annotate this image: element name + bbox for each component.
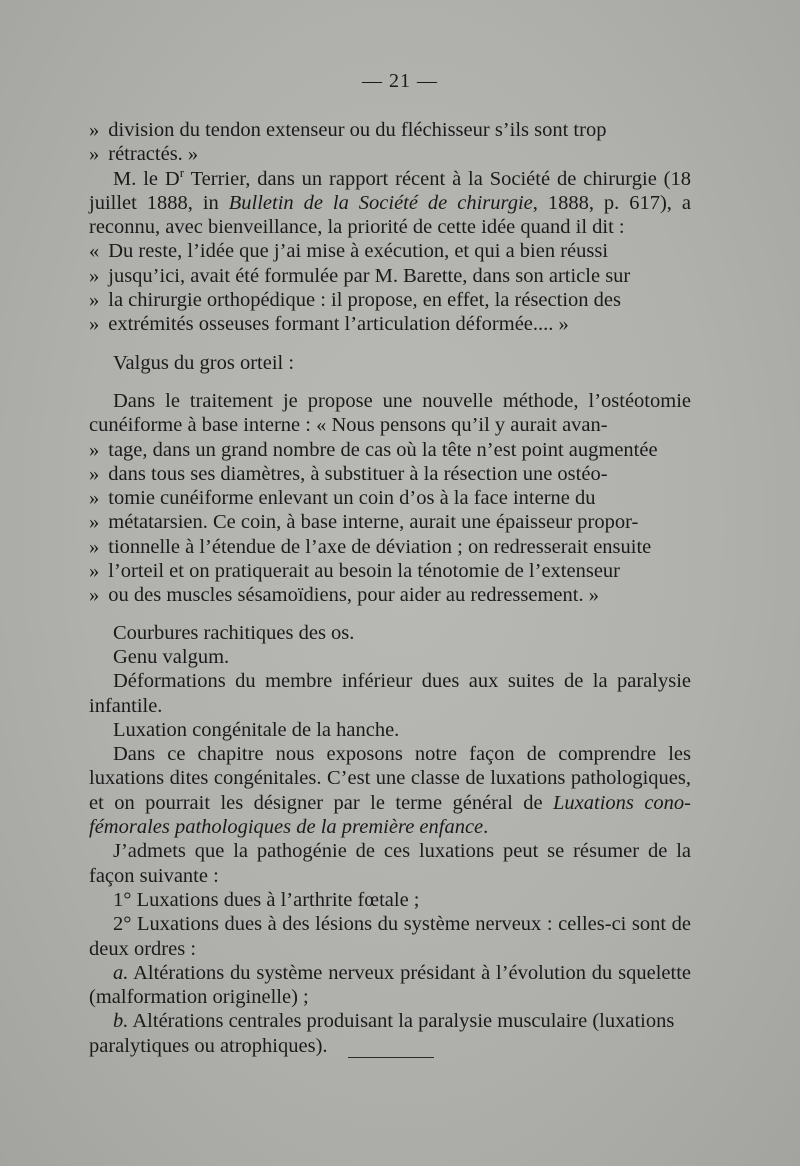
luxation-term: Luxations cono-fémorales pathologiques de la première enfance	[89, 791, 691, 839]
terrier-paragraph: M. le $D^r$ Terrier, dans un rapport récent à la Société de chirurgie (18 juillet 1888, in Bulletin de la Société de chirurgie, 1888, p. 617), a reconnu, avec bienveillance, la priorité de cette idée quand il dit :	[89, 164, 691, 239]
quote-mark: »	[89, 487, 100, 510]
quote-mark: »	[89, 511, 100, 534]
chapter-paragraph: Dans ce chapitre nous exposons notre façon de comprendre les luxations dites congénitales. C’est une classe de luxations pathologiques, et on pourrait les désigner par le terme général de Luxations cono-fémorales pathologiques de la première enfance.	[89, 743, 691, 839]
quote-mark: »	[89, 462, 100, 485]
section-heading: Valgus du gros orteil :	[113, 351, 295, 374]
quote-mark: »	[89, 119, 100, 141]
quote-mark: »	[89, 438, 100, 461]
topic-heading: Genu valgum.	[113, 645, 230, 668]
page-number: — 21 —	[362, 70, 438, 92]
quote-line: « Du reste, l’idée que j’ai mise à exécution, et qui a bien réussi	[89, 240, 609, 263]
sub-list-item: a. Altérations du système nerveux présidant à l’évolution du squelette (malformation originelle) ;	[89, 961, 691, 1009]
list-item: 1° Luxations dues à l’arthrite fœtale ;	[113, 888, 420, 911]
topic-heading: Déformations du membre inférieur dues aux suites de la paralysie infantile.	[89, 670, 691, 717]
quote-line: » dans tous ses diamètres, à substituer à la résection une ostéo-	[89, 462, 608, 485]
quote-line: » tomie cunéiforme enlevant un coin d’os à la face interne du	[89, 487, 596, 510]
quote-mark: »	[89, 535, 100, 558]
body-text	[89, 118, 691, 1058]
quote-mark: »	[89, 560, 100, 583]
list-item: 2° Luxations dues à des lésions du système nerveux : celles-ci sont de deux ordres :	[89, 913, 691, 960]
quote-mark: »	[89, 143, 100, 166]
quote-line: » tage, dans un grand nombre de cas où la tête n’est point augmentée	[89, 438, 658, 461]
quote-mark: »	[89, 584, 100, 607]
quote-mark: »	[89, 264, 100, 287]
end-rule	[348, 1057, 434, 1058]
valgus-paragraph: Dans le traitement je propose une nouvelle méthode, l’ostéotomie cunéiforme à base interne : « Nous pensons qu’il y aurait avan-	[89, 389, 691, 437]
quote-mark: «	[89, 240, 100, 263]
quote-line: » ou des muscles sésamoïdiens, pour aider au redressement. »	[89, 584, 599, 607]
topic-heading: Courbures rachitiques des os.	[113, 621, 355, 644]
journal-title: Bulletin de la Société de chirurgie	[228, 191, 533, 214]
quote-mark: »	[89, 289, 100, 312]
quote-line: » extrémités osseuses formant l’articulation déformée.... »	[89, 313, 569, 336]
quote-line: » rétractés. »	[89, 143, 199, 166]
quote-line: » division du tendon extenseur ou du fléchisseur s’ils sont trop	[89, 119, 607, 141]
quote-line: » métatarsien. Ce coin, à base interne, aurait une épaisseur propor-	[89, 511, 639, 534]
quote-line: » la chirurgie orthopédique : il propose, en effet, la résection des	[89, 289, 621, 312]
quote-line: » tionnelle à l’étendue de l’axe de déviation ; on redresserait ensuite	[89, 535, 652, 558]
pathogeny-paragraph: J’admets que la pathogénie de ces luxations peut se résumer de la façon suivante :	[89, 840, 691, 887]
topic-heading: Luxation congénitale de la hanche.	[113, 718, 400, 741]
quote-mark: »	[89, 313, 100, 336]
quote-line: » l’orteil et on pratiquerait au besoin la ténotomie de l’extenseur	[89, 560, 620, 583]
quote-line: » jusqu’ici, avait été formulée par M. Barette, dans son article sur	[89, 264, 631, 287]
sub-list-item: b. Altérations centrales produisant la paralysie musculaire (luxations paralytiques ou atrophiques).	[89, 1010, 675, 1057]
